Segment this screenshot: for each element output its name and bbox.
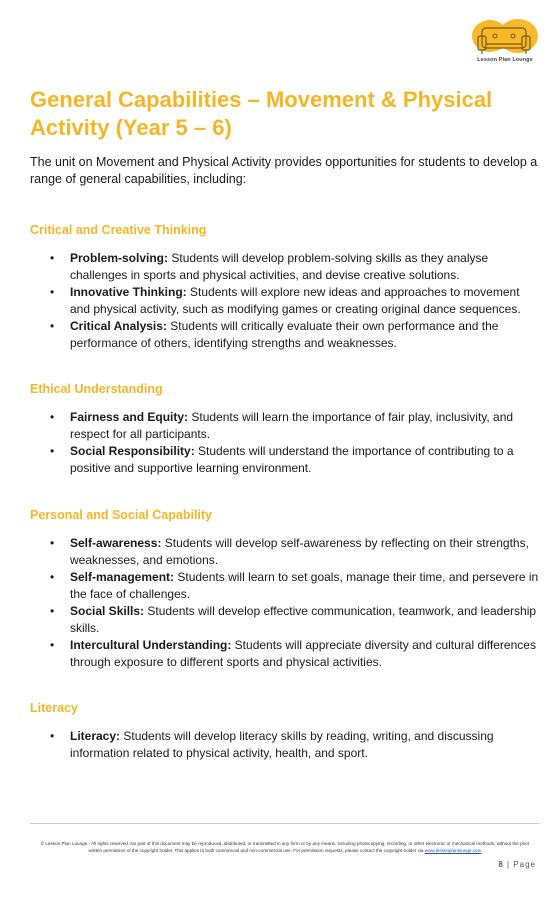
section-critical-creative-thinking [30,223,540,352]
item-text: Students will develop literacy skills by reading, writing, and discussing information related to physical activity, health, and sport. [70,729,494,760]
intro-paragraph: The unit on Movement and Physical Activity provides opportunities for students to develop a range of general capabilities, including: [30,155,538,186]
section-heading: Critical and Creative Thinking [30,223,207,237]
bullet-icon: • [50,729,55,743]
item-text: Students will appreciate diversity and cultural differences through exposure to different sports and physical activities. [70,638,536,669]
bullet-list [30,535,540,671]
item-term: Social Responsibility: [70,444,195,458]
section-heading: Literacy [30,701,78,715]
section-ethical-understanding [30,382,540,477]
item-text: Students will explore new ideas and approaches to movement and physical activity, such as modifying games or creating original dance sequences. [70,285,521,316]
list-item [30,409,540,443]
copyright-text: © Lesson Plan Lounge - All rights reserved. No part of this document may be reproduced, distributed, or transmitted in any form or by any means, including photocopying, recording, or other electronic or mechanical methods, without the prior written permission of the copyright holder. This applies to both commercial and non-commercial use. For permission requests, please contact the copyright holder via [40,841,530,853]
website-link[interactable]: www.lessonplanlounge.com [424,848,482,853]
section-personal-social-capability [30,508,540,671]
item-term: Fairness and Equity: [70,410,189,424]
bullet-icon: • [50,444,55,458]
bullet-icon: • [50,604,55,618]
page-label: | Page [507,860,536,869]
list-item [30,443,540,477]
list-item [30,728,540,762]
item-text: Students will develop problem-solving skills as they analyse challenges in sports and physical activities, and devise creative solutions. [70,251,489,282]
item-text: Students will develop self-awareness by reflecting on their strengths, weaknesses, and emotions. [70,536,529,567]
bullet-icon: • [50,285,55,299]
item-term: Literacy: [70,729,121,743]
bullet-icon: • [50,536,55,550]
list-item [30,535,540,569]
bullet-icon: • [50,570,55,584]
list-item [30,318,540,352]
item-text: Students will learn to set goals, manage their time, and persevere in the face of challenges. [70,570,539,601]
logo-label: Lesson Plan Lounge [477,57,533,63]
bullet-list [30,728,540,762]
bullet-icon: • [50,410,55,424]
item-term: Problem-solving: [70,251,169,265]
item-term: Self-management: [70,570,175,584]
bullet-icon: • [50,319,55,333]
bullet-list [30,250,540,352]
section-heading: Ethical Understanding [30,382,163,396]
list-item [30,603,540,637]
page-number [498,860,536,869]
item-text: Students will learn the importance of fair play, inclusivity, and respect for all participants. [70,410,514,441]
bullet-icon: • [50,638,55,652]
section-heading: Personal and Social Capability [30,508,213,522]
section-literacy [30,701,540,762]
bullet-list [30,409,540,477]
item-text: Students will understand the importance of contributing to a positive and supportive learning environment. [70,444,514,475]
page-title: General Capabilities – Movement & Physical Activity (Year 5 – 6) [30,87,493,140]
list-item [30,569,540,603]
list-item [30,284,540,318]
list-item [30,250,540,284]
item-text: Students will critically evaluate their own performance and the performance of others, identifying strengths and weaknesses. [70,319,499,350]
page-number-value: 8 [498,860,504,869]
bullet-icon: • [50,251,55,265]
item-term: Intercultural Understanding: [70,638,232,652]
footer-divider [30,823,540,824]
item-text: Students will develop effective communication, teamwork, and leadership skills. [70,604,537,635]
item-term: Innovative Thinking: [70,285,187,299]
item-term: Social Skills: [70,604,145,618]
copyright-notice [36,840,534,854]
list-item [30,637,540,671]
item-term: Critical Analysis: [70,319,167,333]
item-term: Self-awareness: [70,536,162,550]
